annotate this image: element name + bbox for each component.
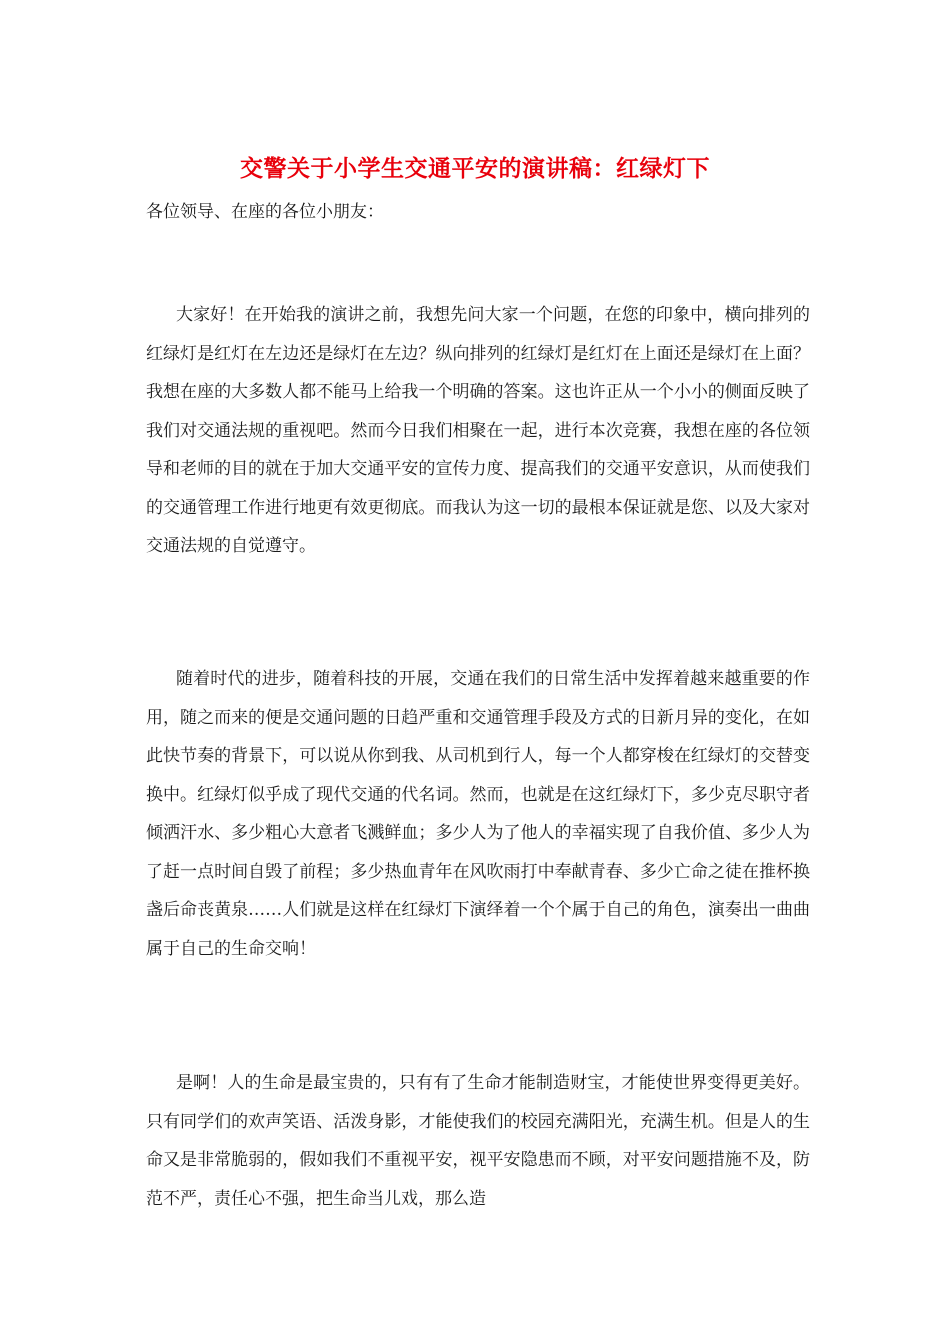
paragraph: 大家好！在开始我的演讲之前，我想先问大家一个问题，在您的印象中，横向排列的红绿灯是红灯在左边还是绿灯在左边？纵向排列的红绿灯是红灯在上面还是绿灯在上面？我想在座的大多数人都不能马上给我一个明确的答案。这也许正从一个小小的侧面反映了我们对交通法规的重视吧。然而今日我们相聚在一起，进行本次竞赛，我想在座的各位领导和老师的目的就在于加大交通平安的宣传力度、提高我们的交通平安意识，从而使我们的交通管理工作进行地更有效更彻底。而我认为这一切的最根本保证就是您、以及大家对交通法规的自觉遵守。 bbox=[146, 305, 810, 556]
paragraph: 随着时代的进步，随着科技的开展，交通在我们的日常生活中发挥着越来越重要的作用，随之而来的便是交通问题的日趋严重和交通管理手段及方式的日新月异的变化，在如此快节奏的背景下，可以说从你到我、从司机到行人，每一个人都穿梭在红绿灯的交替变换中。红绿灯似乎成了现代交通的代名词。然而，也就是在这红绿灯下，多少克尽职守者倾洒汗水、多少粗心大意者飞溅鲜血；多少人为了他人的幸福实现了自我价值、多少人为了赶一点时间自毁了前程；多少热血青年在风吹雨打中奉献青春、多少亡命之徒在推杯换盏后命丧黄泉……人们就是这样在红绿灯下演绎着一个个属于自己的角色，演奏出一曲曲属于自己的生命交响！ bbox=[146, 669, 810, 959]
document-title: 交警关于小学生交通平安的演讲稿：红绿灯下 bbox=[240, 155, 710, 182]
paragraph: 是啊！人的生命是最宝贵的，只有有了生命才能制造财宝，才能使世界变得更美好。只有同学们的欢声笑语、活泼身影，才能使我们的校园充满阳光，充满生机。但是人的生命又是非常脆弱的，假如我们不重视平安，视平安隐患而不顾，对平安问题措施不及，防范不严，责任心不强，把生命当儿戏，那么造 bbox=[146, 1073, 810, 1209]
salutation: 各位领导、在座的各位小朋友： bbox=[146, 202, 384, 222]
